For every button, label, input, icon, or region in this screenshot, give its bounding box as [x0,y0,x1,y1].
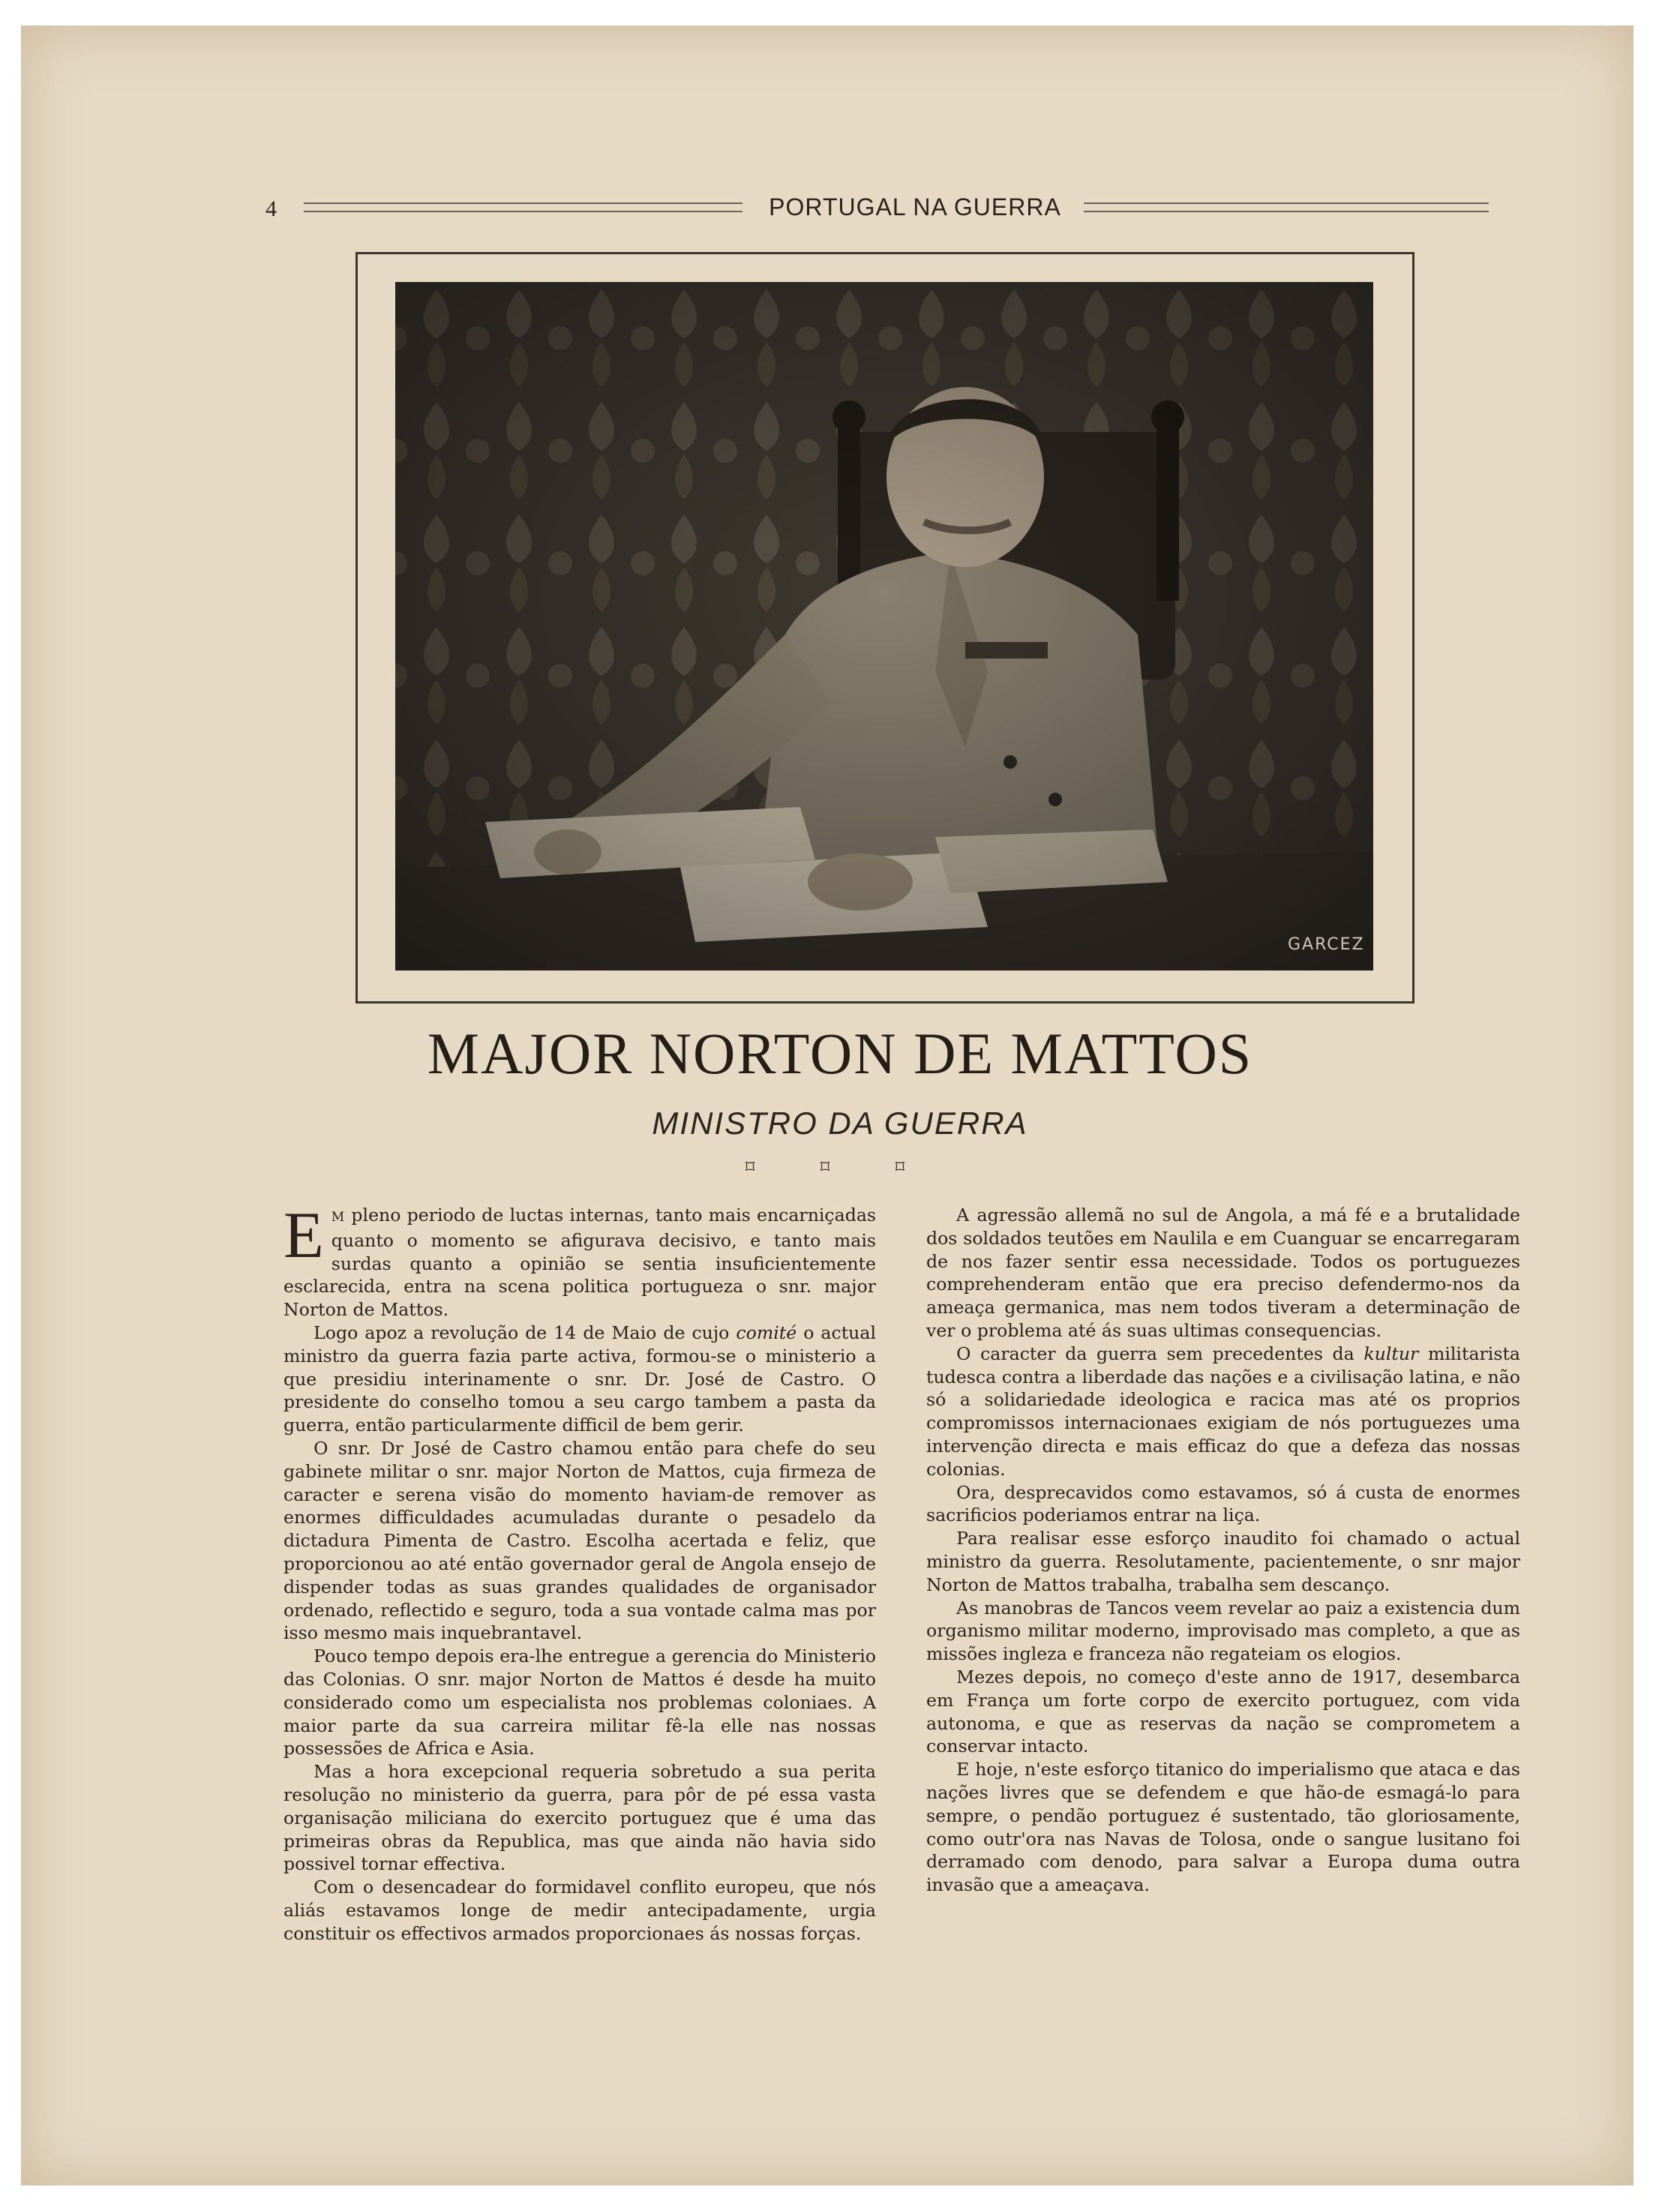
header-rule-right [1084,202,1489,212]
paragraph: O snr. Dr José de Castro chamou então para chefe do seu gabinete militar o snr. major Norton de Mattos, cuja firmeza de caracter e serena visão do momento haviam-de remover as enormes difficuldades acumuladas durante o pesadelo da dictadura Pimenta de Castro. Escolha acertada e feliz, que proporcionou ao até então governador geral de Angola ensejo de dispender todas as suas grandes qualidades de organisador ordenado, reflectido e seguro, toda a sua vontade calma mas por isso mesmo mais inquebrantavel. [284,1437,876,1644]
article-column-left [284,1199,876,1946]
header-rule-left [304,202,742,212]
portrait-photo [395,282,1373,970]
paragraph: Ora, desprecavidos como estavamos, só á custa de enormes sacrificios poderiamos entrar na liça. [926,1481,1520,1526]
paragraph: Pouco tempo depois era-lhe entregue a gerencia do Ministerio das Colonias. O snr. major Norton de Mattos é desde ha muito considerado como um especialista nos problemas coloniaes. A maior parte da sua carreira militar fê-la elle nas nossas possessões de Africa e Asia. [284,1646,876,1760]
photographer-signature: GARCEZ [1288,935,1365,954]
article-column-right [926,1204,1520,1897]
article-title: MAJOR NORTON DE MATTOS [427,1021,1253,1086]
paragraph: O caracter da guerra sem precedentes da kultur militarista tudesca contra a liberdade das nações e a civilisação latina, e não só a solidariedade ideologica e racica mas até os proprios compromissos internacionaes exigiam de nós portuguezes uma intervenção directa e mais efficaz do que a defeza das nossas colonias. [926,1342,1520,1480]
drop-cap: E [284,1199,324,1272]
paragraph: A agressão allemã no sul de Angola, a má fé e a brutalidade dos soldados teutões em Naulila e em Cuanguar se encarregaram de nos fazer sentir essa necessidade. Todos os portuguezes comprehenderam então que era preciso defendermo-nos da ameaça germanica, mas nem todos tiveram a determinação de ver o problema até ás suas ultimas consequencias. [926,1204,1520,1341]
paragraph: Logo apoz a revolução de 14 de Maio de cujo comité o actual ministro da guerra fazia parte activa, formou-se o ministerio a que presidiu interinamente o snr. Dr. José de Castro. O presidente do conselho tomou a seu cargo tambem a pasta da guerra, então particularmente difficil de bem gerir. [284,1322,876,1436]
paragraph: Com o desencadear do formidavel conflito europeu, que nós aliás estavamos longe de medir antecipadamente, urgia constituir os effectivos armados proporcionaes ás nossas forças. [284,1876,876,1944]
running-header [0,194,1680,224]
running-title: PORTUGAL NA GUERRA [769,194,1061,220]
paragraph: As manobras de Tancos veem revelar ao paiz a existencia dum organismo militar moderno, improvisado mas completo, a que as missões ingleza e franceza não regateiam os elogios. [926,1597,1520,1665]
paragraph: E M pleno periodo de luctas internas, tanto mais encarniçadas quanto o momento se afigurava decisivo, e tanto mais surdas quanto a opinião se sentia insuficientemente esclarecida, entra na scena politica portugueza o snr. major Norton de Mattos. [284,1199,876,1321]
paragraph: Para realisar esse esforço inaudito foi chamado o actual ministro da guerra. Resolutamente, pacientemente, o snr major Norton de Mattos trabalha, trabalha sem descanço. [926,1528,1520,1595]
portrait-illustration [395,282,1373,970]
paragraph: Mezes depois, no começo d'este anno de 1917, desembarca em França um forte corpo de exercito portuguez, com vida autonoma, e que as reservas da nação se comprometem a conservar intacto. [926,1666,1520,1757]
page-number: 4 [266,196,277,221]
paragraph: E hoje, n'este esforço titanico do imperialismo que ataca e das nações livres que se defendem e que hão-de esmagá-lo para sempre, o pendão portuguez é sustentado, tão gloriosamente, como outr'ora nas Navas de Tolosa, onde o sangue lusitano foi derramado com denodo, para salvar a Europa duma outra invasão que a ameaçava. [926,1759,1520,1896]
section-ornament: ⌑ ⌑ ⌑ [745,1156,935,1178]
article-subtitle: MINISTRO DA GUERRA [652,1106,1028,1141]
paragraph: Mas a hora excepcional requeria sobretudo a sua perita resolução no ministerio da guerra, para pôr de pé essa vasta organisação miliciana do exercito portuguez que é uma das primeiras obras da Republica, mas que ainda não havia sido possivel tornar effectiva. [284,1761,876,1875]
